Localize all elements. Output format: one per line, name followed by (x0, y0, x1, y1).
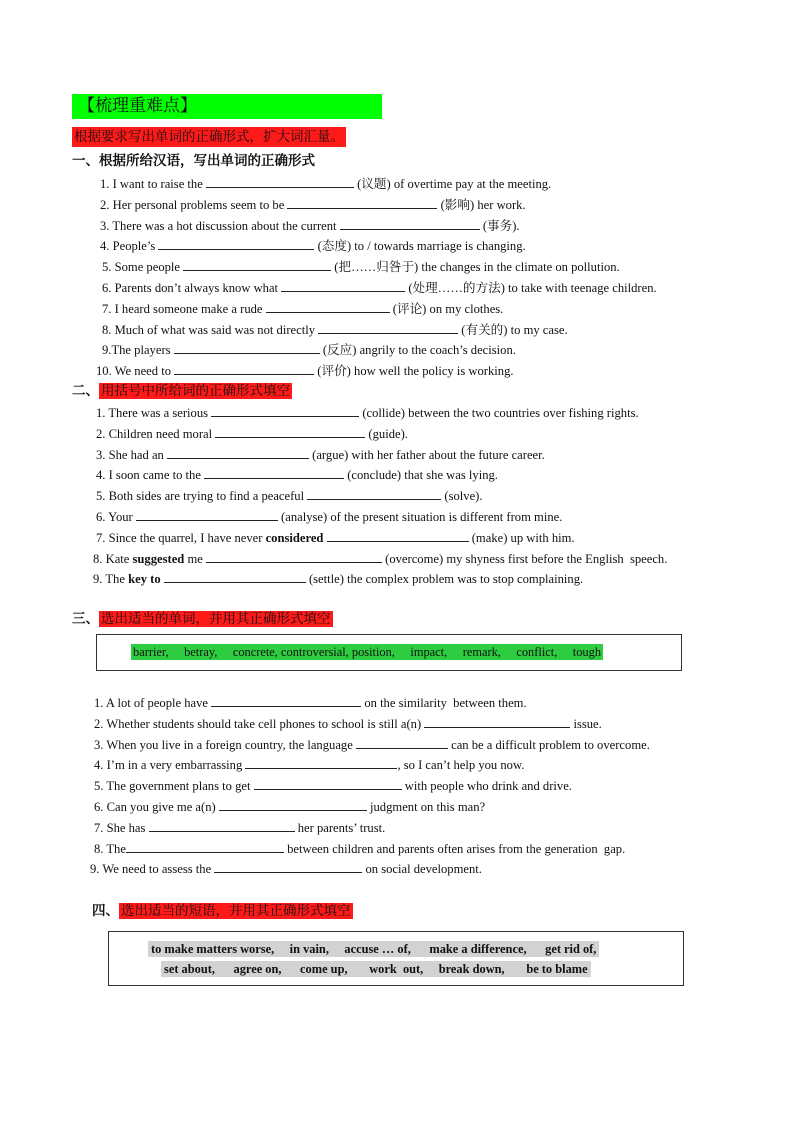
question-3 (94, 736, 650, 754)
phrase-bank-box (108, 931, 684, 986)
answer-blank[interactable] (215, 425, 365, 438)
answer-blank[interactable] (204, 466, 344, 479)
question-2 (100, 196, 526, 214)
question-1 (100, 175, 551, 193)
section-2-number: 二、 (72, 383, 99, 399)
question-8 (94, 840, 625, 858)
question-keyword: key to (128, 572, 161, 587)
question-4 (94, 756, 524, 774)
question-text: (议题) of overtime pay at the meeting. (353, 177, 552, 191)
question-text: (评论) on my clothes. (389, 301, 504, 316)
question-text: 5. The government plans to get (94, 779, 254, 794)
question-3 (100, 217, 520, 235)
section-2-instruction: 用括号中所给词的正确形式填空 (101, 383, 290, 399)
question-text: 9. The (93, 572, 129, 587)
question-9 (90, 860, 482, 878)
question-9 (93, 570, 583, 588)
answer-blank[interactable] (126, 840, 284, 853)
question-text: (guide). (365, 426, 408, 441)
question-text: (collide) between the two countries over fishing rights. (359, 406, 639, 420)
question-text: (把……归咎于) the changes in the climate on pollution. (331, 260, 620, 275)
question-text: 6. Parents don’t always know what (102, 281, 282, 295)
answer-blank[interactable] (206, 175, 354, 188)
question-2 (94, 715, 602, 733)
question-4 (100, 237, 526, 255)
question-8 (102, 321, 568, 339)
question-text: issue. (570, 716, 602, 731)
question-text: (反应) angrily to the coach’s decision. (319, 343, 516, 358)
question-text: (overcome) my shyness first before the English speech. (381, 551, 668, 566)
question-text: can be a difficult problem to overcome. (447, 737, 650, 752)
answer-blank[interactable] (211, 404, 359, 417)
question-text: 8. The (94, 841, 126, 856)
question-9 (102, 341, 516, 359)
answer-blank[interactable] (327, 529, 469, 542)
question-text: me (184, 551, 206, 566)
answer-blank[interactable] (136, 508, 278, 521)
section-4-instruction: 选出适当的短语，并用其正确形式填空 (121, 903, 351, 919)
question-text: (conclude) that she was lying. (344, 468, 498, 483)
question-text: (analyse) of the present situation is different from mine. (277, 510, 563, 524)
question-4 (96, 466, 498, 484)
question-keyword: suggested (132, 551, 185, 566)
answer-blank[interactable] (424, 715, 570, 728)
answer-blank[interactable] (318, 321, 458, 334)
question-text: 10. We need to (96, 364, 175, 379)
question-3 (96, 446, 545, 464)
question-5 (102, 258, 620, 276)
section-2-heading (72, 381, 292, 401)
question-6 (96, 508, 562, 526)
question-text: (影响) her work. (437, 197, 526, 212)
answer-blank[interactable] (356, 736, 448, 749)
answer-blank[interactable] (254, 777, 402, 790)
question-text: 9. We need to assess the (90, 862, 215, 877)
question-text: (处理……的方法) to take with teenage children. (405, 281, 657, 295)
question-text: on social development. (362, 862, 482, 877)
phrase-bank-row-2: set about, agree on, come up, work out, break down, be to blame (161, 961, 591, 977)
question-text: 3. When you live in a foreign country, the language (94, 737, 356, 752)
question-text: , so I can’t help you now. (397, 758, 525, 773)
question-text: 8. Kate (93, 551, 133, 566)
question-text: (make) up with him. (468, 530, 575, 545)
question-8 (93, 550, 667, 568)
answer-blank[interactable] (174, 341, 320, 354)
answer-blank[interactable] (167, 446, 309, 459)
question-text: (事务). (479, 218, 520, 233)
question-text: 7. She has (94, 820, 149, 835)
section-3-instruction: 选出适当的单词，并用其正确形式填空 (101, 611, 331, 627)
question-text: (有关的) to my case. (458, 322, 568, 337)
question-text: 8. Much of what was said was not directly (102, 322, 319, 337)
question-5 (94, 777, 572, 795)
question-6 (102, 279, 657, 297)
question-1 (94, 694, 527, 712)
answer-blank[interactable] (281, 279, 405, 292)
question-1 (96, 404, 639, 422)
question-text: 7. I heard someone make a rude (102, 301, 266, 316)
answer-blank[interactable] (211, 694, 361, 707)
answer-blank[interactable] (164, 570, 306, 583)
section-3-heading (72, 609, 333, 629)
section-4-heading (92, 901, 353, 921)
question-2 (96, 425, 408, 443)
answer-blank[interactable] (183, 258, 331, 271)
question-text: (argue) with her father about the future career. (309, 447, 545, 462)
question-text: 6. Can you give me a(n) (94, 800, 219, 814)
answer-blank[interactable] (206, 550, 382, 563)
intro-instruction: 根据要求写出单词的正确形式，扩大词汇量。 (74, 129, 344, 145)
section-1-heading: 一、根据所给汉语，写出单词的正确形式 (72, 153, 315, 169)
question-text: (solve). (441, 489, 483, 504)
answer-blank[interactable] (340, 217, 480, 230)
answer-blank[interactable] (245, 756, 397, 769)
question-6 (94, 798, 485, 816)
answer-blank[interactable] (266, 300, 390, 313)
question-text: 6. Your (96, 510, 136, 524)
question-text: 3. She had an (96, 447, 167, 462)
question-text: 2. Whether students should take cell phones to school is still a(n) (94, 716, 425, 731)
answer-blank[interactable] (214, 860, 362, 873)
answer-blank[interactable] (287, 196, 437, 209)
section-3-number: 三、 (72, 611, 99, 627)
answer-blank[interactable] (149, 819, 295, 832)
question-keyword: considered (265, 530, 324, 545)
question-text: 1. A lot of people have (94, 696, 212, 710)
question-text: (settle) the complex problem was to stop complaining. (305, 572, 584, 587)
answer-blank[interactable] (307, 487, 441, 500)
question-text: judgment on this man? (366, 800, 486, 814)
question-text: 4. I soon came to the (96, 468, 205, 483)
answer-blank[interactable] (174, 362, 314, 375)
section-4-number: 四、 (92, 903, 119, 919)
question-text: 4. People’s (100, 239, 159, 254)
question-10 (96, 362, 514, 380)
question-text: between children and parents often arises from the generation gap. (283, 841, 626, 856)
question-text: on the similarity between them. (361, 696, 527, 710)
question-text: 9.The players (102, 343, 174, 358)
question-text: 7. Since the quarrel, I have never (96, 530, 266, 545)
word-bank: barrier, betray, concrete, controversial, position, impact, remark, conflict, tough (133, 645, 602, 659)
question-text: (态度) to / towards marriage is changing. (314, 239, 526, 254)
section-title: 【梳理重难点】 (72, 94, 382, 119)
phrase-bank-row-1: to make matters worse, in vain, accuse … of, make a difference, get rid of, (148, 941, 599, 957)
answer-blank[interactable] (219, 798, 367, 811)
answer-blank[interactable] (158, 237, 314, 250)
question-text: 2. Children need moral (96, 426, 216, 441)
question-text: 5. Some people (102, 260, 184, 275)
question-text: (评价) how well the policy is working. (314, 364, 514, 379)
question-7 (102, 300, 503, 318)
question-text: 2. Her personal problems seem to be (100, 197, 288, 212)
question-text: 1. There was a serious (96, 406, 212, 420)
question-text: her parents’ trust. (294, 820, 386, 835)
question-text: with people who drink and drive. (401, 779, 572, 794)
question-7 (96, 529, 575, 547)
question-text: 1. I want to raise the (100, 177, 206, 191)
question-5 (96, 487, 483, 505)
question-text: 5. Both sides are trying to find a peaceful (96, 489, 308, 504)
question-text: 3. There was a hot discussion about the current (100, 218, 340, 233)
word-bank-box (96, 634, 682, 671)
question-text: 4. I’m in a very embarrassing (94, 758, 246, 773)
question-7 (94, 819, 385, 837)
